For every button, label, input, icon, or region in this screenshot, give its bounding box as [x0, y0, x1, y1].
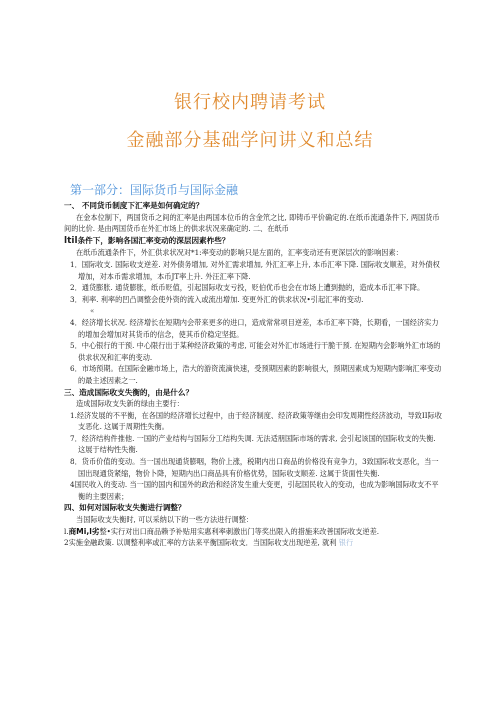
paragraph: 在纸币流通条件下，外汇供求状况对*1:率变动的影响只是左面的，汇率变动还有更深层次的影响因素： [76, 248, 403, 258]
list-number: l. [64, 526, 69, 536]
list-item: 7．经济结构件推他. 一国的产业结构与国际分工结构失调. 无法适朋国际市场的需求, 会引起该国的国际收支的失衡. 这展于结构性失衡. [70, 433, 436, 455]
list-text: 整•实行对出口商品赖予补贴用实惠利率刺激出门等奖出限入的措施来改善国际收支逆差. [99, 526, 380, 536]
list-item: 5．中心银行的干预. 中心限行出于某种经济政策的考虑, 可能会对外汇市场进行干脆干预. 在短期内会影响外汇市场的供求状况和汇率的变动. [70, 341, 441, 362]
paragraph: 在金本位制下，两国货币之间的汇率是由两国本位币的含金笊之比, 即铸币平价确定的.在纸币流通条件下, 两国货币间的比价. 是由两国货币在外汇市场上的供求状况来确定的. 二、在纸币 [64, 212, 440, 234]
list-item: 3．利率. 利率的凹凸调整会使外资的流入或流出增加. 变更外汇的供求状况•引起汇率的变动. [70, 294, 364, 304]
list-item: 6．市场预期。在国际金融市场上，浩大的游资流滴快速，受预期因素的影响很大，预期因素成为短期内影响汇率变动的最主述因素之一. [70, 364, 442, 385]
question-3-heading: 三、造成国际收支失衡的，由是什么？ [64, 387, 194, 397]
list-item: 2．通货膨胀. 通货膨胀，纸币贬值，引起国际收支亏投，贬伯优币也会在市场上遭到抛的，造成本币汇率下降。 [70, 283, 425, 293]
stray-mark: « [90, 306, 95, 316]
page-footer-text: 银行 [338, 538, 354, 548]
document-title-line1: 银行校内聘请考试 [174, 92, 326, 113]
list-text: 2实施金融政策. 以调整利率或汇率的方法来平衡国际收支．当国际收支出现逆差, 就利 [64, 538, 337, 548]
list-item [64, 526, 442, 538]
bold-fragment: 商Mi,l劣 [68, 526, 100, 536]
document-body [64, 200, 442, 549]
list-item [64, 537, 442, 549]
question-2-heading: 条件下，影响各国汇率变动的深层因素柞些？ [77, 235, 230, 245]
list-item: 4国民收入的变动. 当一国的国内和国外的政治和经济发生重大变更，引起国民收入的变动，也成为影响国际收支不平衡的主要因素； [70, 480, 439, 501]
section-heading: 第一部分：国际货币与国际金融 [70, 183, 239, 197]
document-title-line2: 金融部分基础学问讲义和总结 [126, 130, 374, 151]
paragraph: 造成国际收支失新的绿由主要行： [76, 399, 184, 409]
list-item: 1.经济发展的不平衡，在各国的经济增长过程中，由于经济制度、经济政策等继由会印发周期性经济波动，导致II际收支恶化. 这属于周期性失衡。 [70, 410, 442, 432]
bold-fragment: ltil [64, 235, 78, 246]
list-item: 1．国际收支. 国际收支逆差. 对外债务增加, 对外汇需求增加, 外汇汇率上升, 本币汇率下降. 国际收支顺差，对外债权增加，对本币需求增加，本币JT率上升. 外汪汇率下降. [70, 259, 440, 281]
paragraph: 当国际收支失衡时, 可以采纳以下的一些方法进行调整： [76, 515, 254, 525]
paragraph [64, 235, 442, 248]
list-item: 8．货币价值的变动。当一国出现通货膨咽，物价上涨，税期内出口商品的价格没有竞争力，3致国际收支恶化，当一国出现通货紧缩，物价卜降，短期内出口商品具有价格优势，国际收支顺差. 这属于货面性失衡. [70, 457, 439, 478]
list-item: 4．经济增长状况. 经济增长在短期内会带来更多的进口，造成常常项目逆差，本币汇率下降，长期看，一国经济实力的增加会增加对其货币的信念，使其币价稳定坚挺。 [70, 317, 439, 339]
question-4-heading: 四、如何对国际收支失衡进行调整？ [64, 503, 186, 513]
question-1-heading: 一、 不同货币制度下汇率是如何确定的？ [64, 201, 204, 210]
